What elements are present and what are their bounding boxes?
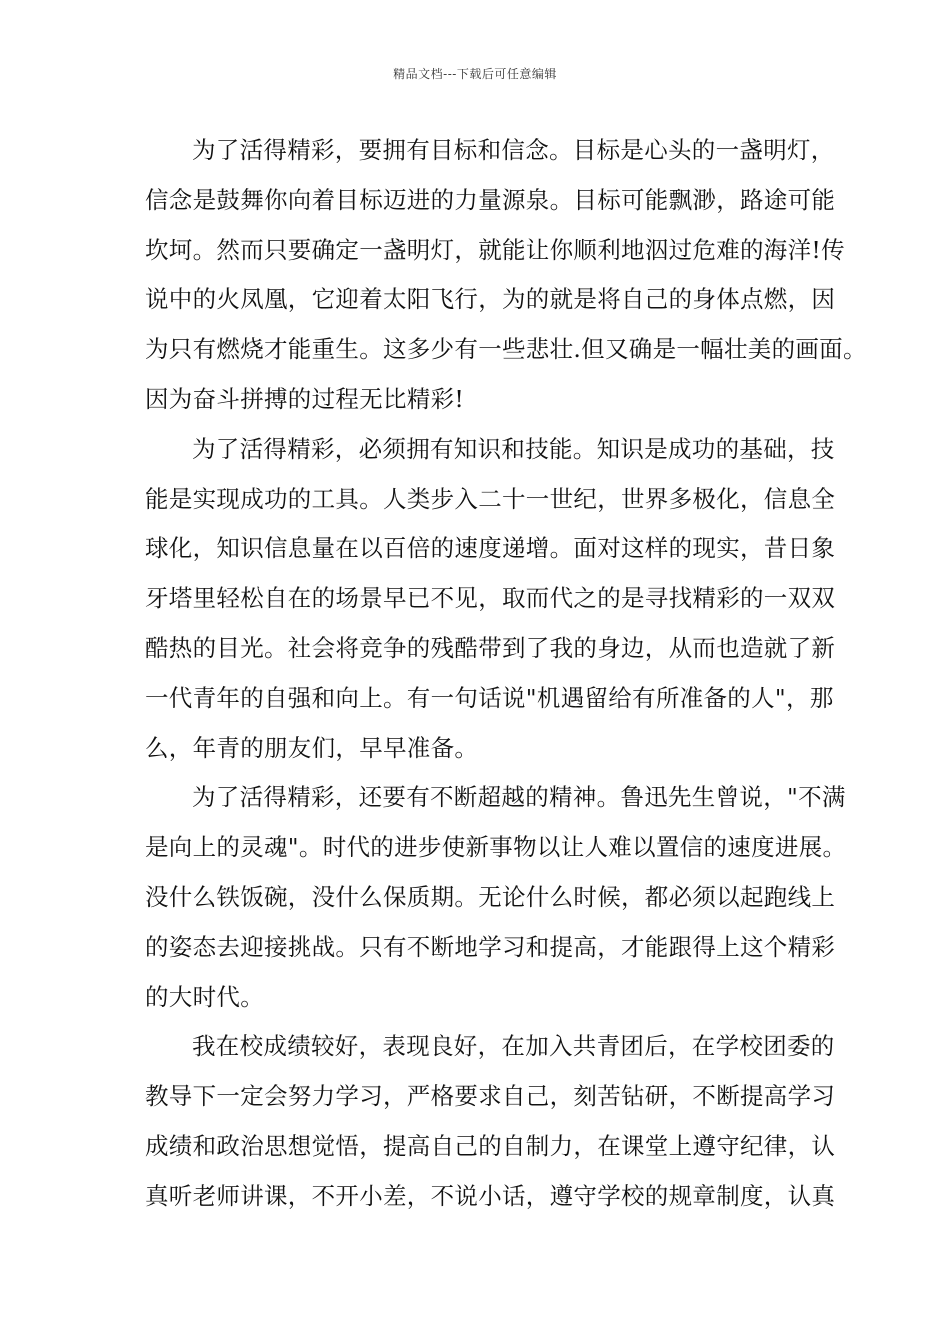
- text-line: 是向上的灵魂"。时代的进步使新事物以让人难以置信的速度进展。: [145, 833, 847, 862]
- paragraph-2: [145, 425, 836, 774]
- text-line: 么，年青的朋友们，早早准备。: [145, 733, 479, 762]
- text-line: 我在校成绩较好，表现良好，在加入共青团后，在学校团委的: [192, 1032, 835, 1061]
- text-line: 成绩和政治思想觉悟，提高自己的自制力，在课堂上遵守纪律，认: [145, 1131, 836, 1160]
- text-line: 坎坷。然而只要确定一盏明灯，就能让你顺利地泅过危难的海洋!传: [145, 235, 845, 264]
- text-line: 能是实现成功的工具。人类步入二十一世纪，世界多极化，信息全: [145, 484, 836, 513]
- text-line: 球化，知识信息量在以百倍的速度递增。面对这样的现实，昔日象: [145, 534, 836, 563]
- text-line: 说中的火凤凰，它迎着太阳飞行，为的就是将自己的身体点燃，因: [145, 285, 836, 314]
- document-body: [145, 126, 867, 1222]
- text-line: 真听老师讲课，不开小差，不说小话，遵守学校的规章制度，认真: [145, 1181, 836, 1210]
- text-line: 为了活得精彩，必须拥有知识和技能。知识是成功的基础，技: [192, 434, 835, 463]
- text-line: 为了活得精彩，还要有不断超越的精神。鲁迅先生曾说，"不满: [192, 783, 846, 812]
- text-line: 信念是鼓舞你向着目标迈进的力量源泉。目标可能飘渺，路途可能: [145, 185, 836, 214]
- text-line: 因为奋斗拼搏的过程无比精彩!: [145, 384, 465, 413]
- text-line: 牙塔里轻松自在的场景早已不见，取而代之的是寻找精彩的一双双: [145, 584, 836, 613]
- text-line: 一代青年的自强和向上。有一句话说"机遇留给有所准备的人"，那: [145, 683, 834, 712]
- paragraph-4: [145, 1022, 836, 1221]
- text-line: 为只有燃烧才能重生。这多少有一些悲壮.但又确是一幅壮美的画面。: [145, 335, 867, 364]
- text-line: 酷热的目光。社会将竞争的残酷带到了我的身边，从而也造就了新: [145, 633, 836, 662]
- paragraph-1: [145, 126, 867, 425]
- text-line: 教导下一定会努力学习，严格要求自己，刻苦钻研，不断提高学习: [145, 1082, 836, 1111]
- text-line: 的大时代。: [145, 982, 264, 1011]
- page-header: 精品文档---下载后可任意编辑: [393, 67, 557, 81]
- text-line: 的姿态去迎接挑战。只有不断地学习和提高，才能跟得上这个精彩: [145, 932, 836, 961]
- text-line: 没什么铁饭碗，没什么保质期。无论什么时候，都必须以起跑线上: [145, 882, 836, 911]
- text-line: 为了活得精彩，要拥有目标和信念。目标是心头的一盏明灯，: [192, 136, 835, 164]
- paragraph-3: [145, 773, 847, 1022]
